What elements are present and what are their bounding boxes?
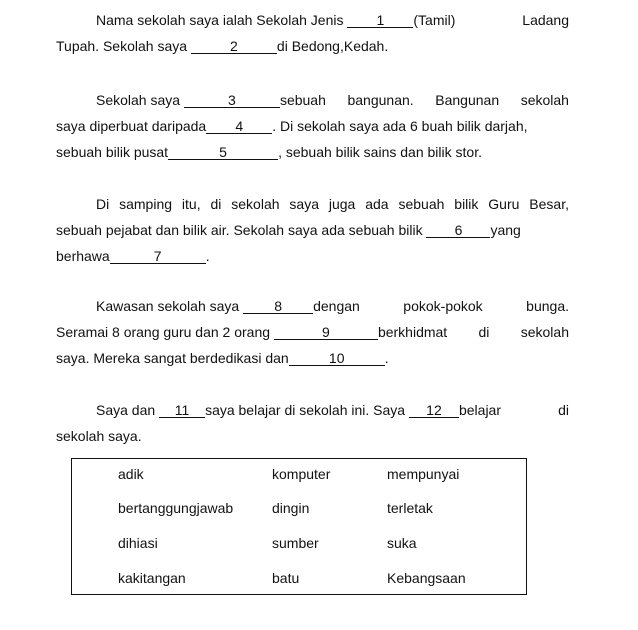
blank-12: 12 — [409, 402, 459, 418]
text-group — [96, 10, 455, 30]
text-segment: Saya dan — [96, 402, 160, 418]
blank-8: 8 — [243, 298, 313, 314]
word-bank-item: dihiasi — [118, 535, 158, 551]
paragraph-line — [96, 90, 569, 110]
blank-4: 4 — [206, 118, 272, 134]
text-group — [96, 400, 501, 420]
paragraph-line — [96, 10, 569, 30]
text-segment: Bangunan — [435, 92, 500, 108]
blank-2: 2 — [191, 38, 277, 54]
text-segment: Kawasan sekolah saya — [96, 298, 244, 314]
word-bank-item: komputer — [272, 466, 331, 482]
text-segment: bangunan. — [347, 92, 414, 108]
blank-6: 6 — [426, 222, 490, 238]
paragraph-line — [96, 194, 569, 214]
word-bank-item: dingin — [272, 500, 310, 516]
text-segment: bunga. — [526, 298, 569, 314]
blank-7: 7 — [110, 248, 206, 264]
text-segment: berhawa — [56, 248, 110, 264]
word-bank-item: mempunyai — [387, 466, 460, 482]
text-group — [96, 296, 360, 316]
blank-1: 1 — [347, 12, 413, 28]
paragraph-line — [96, 296, 569, 316]
text-segment: Nama sekolah saya ialah Sekolah Jenis — [96, 12, 348, 28]
word-bank-item: terletak — [387, 500, 433, 516]
text-segment: Sekolah saya — [96, 92, 184, 108]
text-segment: di — [478, 324, 490, 340]
text-segment: sekolah — [520, 92, 569, 108]
word-bank-item: Kebangsaan — [387, 570, 466, 586]
text-segment: Tupah. Sekolah saya — [56, 38, 191, 54]
paragraph-line — [56, 116, 569, 136]
paragraph-line — [56, 322, 569, 342]
paragraph-line — [56, 348, 569, 368]
text-segment: dengan — [313, 298, 360, 314]
text-segment: sekolah — [520, 324, 569, 340]
word-bank-item: bertanggungjawab — [118, 500, 234, 516]
paragraph-line — [96, 400, 569, 420]
word-bank-item: kakitangan — [118, 570, 186, 586]
text-segment: saya belajar di sekolah ini. Saya — [205, 402, 409, 418]
text-segment: di Bedong,Kedah. — [276, 38, 389, 54]
paragraph-line — [56, 426, 569, 446]
text-segment: berkhidmat — [377, 324, 448, 340]
text-segment: sebuah bilik pusat — [56, 144, 169, 160]
word-bank-item: sumber — [272, 535, 319, 551]
text-segment: Seramai 8 orang guru dan 2 orang — [56, 324, 274, 340]
text-segment: sekolah saya. — [56, 428, 142, 444]
text-segment: (Tamil) — [413, 12, 456, 28]
text-segment: . — [205, 248, 210, 264]
text-group — [56, 116, 528, 136]
blank-11: 11 — [159, 402, 205, 418]
text-segment: Ladang — [522, 12, 569, 28]
blank-5: 5 — [168, 144, 278, 160]
text-segment: yang — [490, 222, 521, 238]
text-segment: . Di sekolah saya ada 6 buah bilik darjah, — [272, 118, 528, 134]
text-segment: , sebuah bilik sains dan bilik stor. — [278, 144, 482, 160]
text-group — [56, 322, 447, 342]
text-segment: pokok-pokok — [403, 298, 483, 314]
word-bank-item: suka — [387, 535, 417, 551]
word-bank-item: batu — [272, 570, 300, 586]
text-segment: Di samping itu, di sekolah saya juga ada sebuah bilik Guru Besar, — [96, 196, 569, 212]
text-segment: saya. Mereka sangat berdedikasi dan — [56, 350, 289, 366]
paragraph-line — [56, 142, 569, 162]
text-segment: sebuah — [279, 92, 326, 108]
text-segment: . — [384, 350, 389, 366]
text-group — [96, 90, 326, 110]
blank-9: 9 — [274, 324, 378, 340]
paragraph-line — [56, 246, 569, 266]
blank-10: 10 — [289, 350, 385, 366]
word-bank-item: adik — [118, 466, 144, 482]
word-bank-box — [71, 458, 527, 595]
text-segment: sebuah pejabat dan bilik air. Sekolah saya ada sebuah bilik — [56, 222, 427, 238]
paragraph-line — [56, 220, 569, 240]
paragraph-line — [56, 36, 569, 56]
text-segment: di — [558, 402, 569, 418]
text-segment: belajar — [458, 402, 501, 418]
text-segment: saya diperbuat daripada — [56, 118, 207, 134]
blank-3: 3 — [184, 92, 280, 108]
